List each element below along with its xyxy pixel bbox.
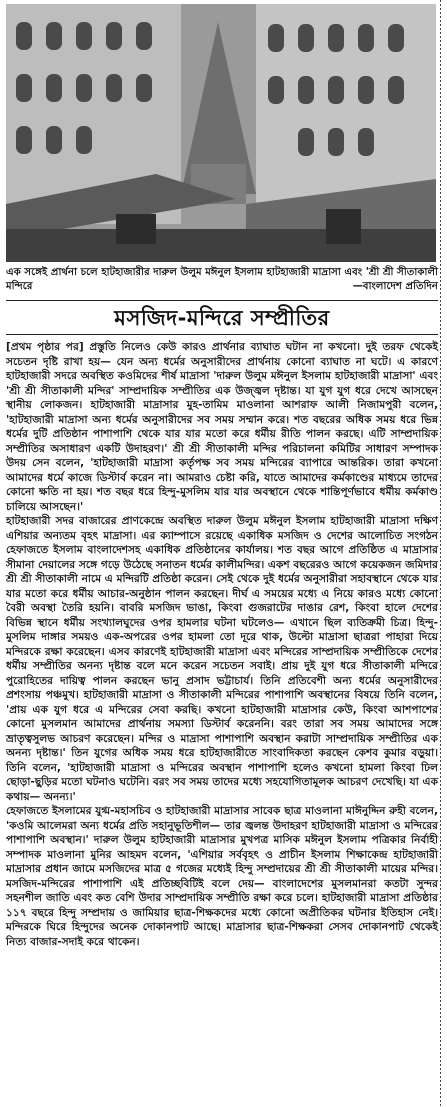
article-paragraph-1 bbox=[6, 340, 438, 514]
article-paragraph-3 bbox=[6, 804, 438, 949]
paragraph-text: হেফাজতে ইসলামের যুগ্ম-মহাসচিব ও হাটহাজারী মাদ্রাসার সাবেক ছাত্র মাওলানা মাঈনুদ্দিন রুহী বলেন, 'কওমি আলেমরা অন্য ধর্মের প্রতি সহানুভূতিশীল— তার জ্বলন্ত উদাহরণ হাটহাজারী মাদ্রাসা ও মন্দিরের পাশাপাশি অবস্থান।' দারুল উলুম হাটহাজারী মাদ্রাসার মুখপত্র মাসিক মঈনুল ইসলাম পত্রিকার নির্বাহী সম্পাদক মাওলানা মুনির আহমদ বলেন, 'এশিয়ার সর্ববৃহৎ ও প্রাচীন ইসলাম শিক্ষাকেন্দ্র হাটহাজারী মাদ্রাসার প্রধান জামে মসজিদের মাত্র ৫ গজের মধ্যেই হিন্দু সম্প্রদায়ের শ্রী শ্রী সীতাকালী মায়ের মন্দির। মসজিদ-মন্দিরের পাশাপাশি এই প্রতিচ্ছবিটিই বলে দেয়— বাংলাদেশের মুসলমানরা কতটা সুন্দর সহনশীল জাতি এবং কত বেশি উদার সাম্প্রদায়িক সম্প্রীতি রক্ষা করে চলে। হাটহাজারী মাদ্রাসা প্রতিষ্ঠার ১১৭ বছরে হিন্দু সম্প্রদায় ও জামিয়ার ছাত্র-শিক্ষকদের মধ্যে কোনো অপ্রীতিকর ঘটনার ইতিহাস নেই। মন্দিরকে ঘিরে হিন্দুদের অনেক দোকানপাট আছে। মাদ্রাসার ছাত্র-শিক্ষকরা সেসব দোকানপাট থেকেই নিত্য বাজার-সদাই করে থাকেন। bbox=[6, 805, 438, 948]
photo-caption bbox=[6, 266, 438, 294]
article-paragraph-2 bbox=[6, 514, 438, 804]
continuation-lead: [প্রথম পৃষ্ঠার পর] bbox=[6, 341, 84, 353]
news-photo bbox=[6, 4, 436, 262]
paragraph-text: প্রস্তুতি নিলেও কেউ কারও প্রার্থনার ব্যাঘাত ঘটান না কখনো। দুই তরফ থেকেই সচেতন দৃষ্টি রাখা হয়— যেন অন্য ধর্মের অনুসারীদের প্রার্থনায় কোনো ব্যাঘাত না ঘটে। এ কারণে হাটহাজারী সদরে অবস্থিত কওমিদের শীর্ষ মাদ্রাসা 'দারুল উলুম মঈনুল ইসলাম হাটহাজারী মাদ্রাসা' এবং 'শ্রী শ্রী সীতাকালী মন্দির' সাম্প্রদায়িক সম্প্রীতির এক উজ্জ্বল দৃষ্টান্ত। যা যুগ যুগ ধরে দেখে আসছেন স্থানীয় লোকজন। হাটহাজারী মাদ্রাসার মুহ-তামিম মাওলানা আশরাফ আলী নিজামপুরী বলেন, 'হাটহাজারী মাদ্রাসা অন্য ধর্মের অনুসারীদের সব সময় সম্মান করে। শত বছরের অধিক সময় ধরে ভিন্ন ধর্মের দুটি প্রতিষ্ঠান পাশাপাশি থেকে যার যার মতো করে ধর্মীয় রীতি পালন করছে। এটি সাম্প্রদায়িক সম্প্রীতির অসাধারণ একটি উদাহরণ।' শ্রী শ্রী সীতাকালী মন্দির পরিচালনা কমিটির সাধারণ সম্পাদক উদয় সেন বলেন, 'হাটহাজারী মাদ্রাসা কর্তৃপক্ষ সব সময় মন্দিরের ব্যাপারে আন্তরিক। তারা কখনো আমাদের ধর্মে কাজে ডিস্টার্ব করেন না। আমরাও চেষ্টা করি, যাতে আমাদের কর্মকাণ্ডের মাধ্যমে তাদের কোনো ক্ষতি না হয়। শত বছর ধরে হিন্দু-মুসলিম যার যার অবস্থানে থেকে শান্তিপূর্ণভাবে ধর্মীয় কর্মকাণ্ড চালিয়ে আসছেন।' bbox=[6, 341, 438, 513]
paragraph-text: হাটহাজারী সদর বাজারের প্রাণকেন্দ্রে অবস্থিত দারুল উলুম মঈনুল ইসলাম হাটহাজারী মাদ্রাসা দক্ষিণ এশিয়ার অন্যতম বৃহৎ মাদ্রাসা। এর ক্যাম্পাসে রয়েছে একাধিক মসজিদ ও দেশের আলোচিত সংগঠন হেফাজতে ইসলাম বাংলাদেশসহ একাধিক প্রতিষ্ঠানের কার্যালয়। শত বছর আগে প্রতিষ্ঠিত এ মাদ্রাসার সীমানা দেয়ালের সঙ্গে গড়ে উঠেছে সনাতন ধর্মের কালীমন্দির। একশ বছরেরও আগে কয়েকজন জমিদার শ্রী শ্রী সীতাকালী নামে এ মন্দিরটি প্রতিষ্ঠা করেন। সেই থেকে দুই ধর্মের অনুসারীরা সহাবস্থানে থেকে যার যার মতো করে ধর্মীয় আচার-অনুষ্ঠান পালন করছেন। দীর্ঘ এ সময়ের মধ্যে এ নিয়ে কারও মধ্যে কোনো বৈরী অবস্থা তৈরি হয়নি। বাবরি মসজিদ ভাঙা, কিংবা গুজরাটের দাঙার রেশ, কিংবা হালে দেশের বিভিন্ন স্থানে ধর্মীয় সংখ্যালঘুদের ওপর হামলার ঘটনা ঘটলেও— এখানে ছিল ব্যতিক্রমী চিত্র। হিন্দু-মুসলিম দাঙ্গার সময়ও এক-অপরের ওপর হামলা তো দূরে থাক, উল্টো মাদ্রাসা ছাত্ররা পাহারা দিয়ে মন্দিরকে রক্ষা করেছেন। এসব কারণেই হাটহাজারী মাদ্রাসা এবং মন্দিরের সাম্প্রদায়িক সম্প্রীতিকে দেশের ধর্মীয় সম্প্রীতির অনন্য দৃষ্টান্ত বলে মনে করেন সচেতন সবাই। প্রায় দুই যুগ ধরে সীতাকালী মন্দিরে পুরোহিতের দায়িত্ব পালন করছেন ভানু প্রসাদ ভট্টাচার্য। তিনি প্রতিবেশী অন্য ধর্মের অনুসারীদের প্রশংসায় পঞ্চমুখ। হাটহাজারী মাদ্রাসা ও সীতাকালী মন্দিরের পাশাপাশি অবস্থানের বিষয়ে তিনি বলেন, 'প্রায় এক যুগ ধরে এ মন্দিরের সেবা করছি। কখনো হাটহাজারী মাদ্রাসার কেউ, কিংবা আশপাশের কোনো মুসলমান আমাদের প্রার্থনায় সমস্যা ডিস্টার্ব করেননি। বরং তারা সব সময় আমাদের সঙ্গে ভ্রাতৃত্বসুলভ আচরণ করেছেন। মন্দির ও মাদ্রাসা পাশাপাশি অবস্থান করাটা সাম্প্রদায়িক সম্প্রীতির এক অনন্য দৃষ্টান্ত।' তিন যুগের অধিক সময় ধরে হাটহাজারীতে সাংবাদিকতা করছেন কেশব কুমার বড়ুয়া। তিনি বলেন, 'হাটহাজারী মাদ্রাসা ও মন্দিরের অবস্থান পাশাপাশি হলেও কখনো হামলা কিংবা ঢিল ছোড়া-ছুড়ির মতো ঘটনাও ঘটেনি। বরং সব সময় তাদের মধ্যে সহযোগিতামূলক আচরণ দেখেছি। যা এক কথায়— অনন্য।' bbox=[6, 515, 438, 803]
article-headline: মসজিদ-মন্দিরে সম্প্রীতির bbox=[114, 306, 330, 330]
caption-text: এক সঙ্গেই প্রার্থনা চলে হাটহাজারীর দারুল উলুম মঈনুল ইসলাম হাটহাজারী মাদ্রাসা এবং 'শ্রী শ্রী সীতাকালী মন্দিরে bbox=[6, 267, 438, 292]
article-body bbox=[6, 340, 438, 949]
headline-top-rule bbox=[6, 300, 438, 301]
photo-credit: —বাংলাদেশ প্রতিদিন bbox=[352, 281, 438, 292]
headline-bottom-rule bbox=[6, 334, 438, 335]
column-divider bbox=[440, 0, 441, 1107]
madrasa-temple-photo bbox=[6, 4, 436, 262]
